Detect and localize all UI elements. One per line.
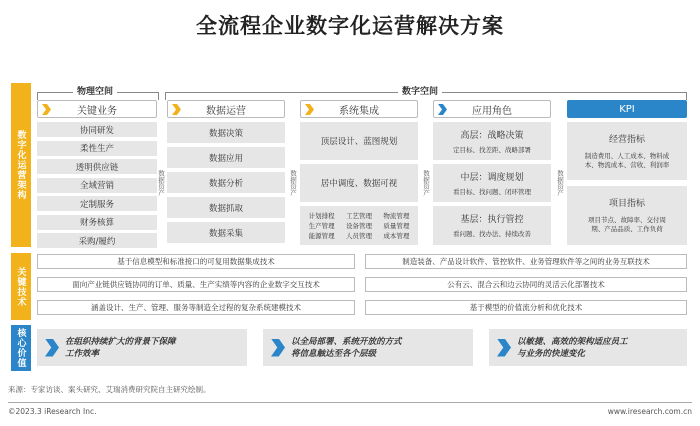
copyright: ©2023.3 iResearch Inc. bbox=[8, 407, 97, 416]
chevron-right-icon bbox=[172, 104, 181, 115]
app-role-senior bbox=[433, 122, 551, 160]
core-value-line: 以敏捷、高效的架构适应员工 bbox=[517, 336, 628, 347]
core-value-item bbox=[37, 329, 247, 366]
system-integration-modules bbox=[300, 206, 418, 245]
module-label: 质量管理 bbox=[383, 221, 410, 230]
column-header-data-ops: 数据运营 bbox=[167, 100, 285, 118]
list-item: 数据分析 bbox=[167, 172, 285, 193]
connector-label: 数据资产 bbox=[422, 170, 430, 196]
list-item: 数据抓取 bbox=[167, 197, 285, 218]
core-value-line: 工作效率 bbox=[65, 348, 100, 359]
chevron-right-icon bbox=[45, 339, 59, 357]
kpi-subtitle: 项目节点、故障率、交付周 bbox=[588, 216, 666, 224]
key-tech-item: 面向产业链供应链协同的订单、质量、生产实绩等内容的企业数字交互技术 bbox=[37, 277, 355, 292]
kpi-subtitle: 期、产品品质、工作负荷 bbox=[591, 225, 663, 233]
row-label-architecture: 数字化运营架构 bbox=[11, 83, 31, 247]
app-role-middle bbox=[433, 164, 551, 202]
kpi-subtitle: 本、物流成本、营收、利润率 bbox=[584, 161, 670, 169]
role-title: 高层：战略决策 bbox=[460, 131, 524, 141]
list-item: 定制服务 bbox=[37, 196, 157, 211]
row-label-core-value: 核心价值 bbox=[11, 325, 31, 371]
chevron-right-icon bbox=[438, 104, 447, 115]
column-header-kpi: KPI bbox=[567, 100, 687, 118]
website: www.iresearch.com.cn bbox=[607, 407, 692, 416]
core-value-line: 将信息触达至各个层级 bbox=[291, 348, 377, 359]
module-label: 人员管理 bbox=[345, 232, 372, 241]
connector-label: 数据资产 bbox=[157, 170, 165, 196]
role-title: 中层：调度规划 bbox=[460, 173, 524, 183]
column-header-app-roles: 应用角色 bbox=[433, 100, 551, 118]
source-note: 来源：专家访谈、案头研究、艾瑞消费研究院自主研究绘制。 bbox=[8, 385, 211, 394]
module-label: 设备管理 bbox=[345, 221, 372, 230]
kpi-project-metrics bbox=[567, 186, 687, 245]
key-tech-item: 制造装备、产品设计软件、管控软件、业务管理软件等之间的业务互联技术 bbox=[365, 254, 687, 269]
list-item: 透明供应链 bbox=[37, 159, 157, 174]
system-integration-top: 顶层设计、蓝图规划 bbox=[300, 122, 418, 160]
core-value-line: 以全局部署、系统开放的方式 bbox=[291, 336, 402, 347]
kpi-subtitle: 制造费用、人工成本、物料成 bbox=[584, 152, 670, 160]
chevron-right-icon bbox=[305, 104, 314, 115]
list-item: 数据应用 bbox=[167, 147, 285, 168]
core-value-line: 与业务的快速变化 bbox=[517, 348, 586, 359]
role-subtitle: 看目标、找问题、闭环管理 bbox=[453, 188, 531, 196]
column-header-key-business: 关键业务 bbox=[37, 100, 157, 118]
role-title: 基层：执行管控 bbox=[460, 215, 524, 225]
key-tech-item: 公有云、混合云和边云协同的灵活云化部署技术 bbox=[365, 277, 687, 292]
app-role-frontline bbox=[433, 206, 551, 245]
row-label-key-tech: 关键技术 bbox=[11, 253, 31, 320]
module-label: 成本管理 bbox=[383, 232, 410, 241]
role-subtitle: 看问题、找办法、持续改善 bbox=[453, 230, 531, 238]
list-item: 协同研发 bbox=[37, 122, 157, 137]
module-label: 能源管理 bbox=[308, 232, 335, 241]
footer-divider bbox=[8, 402, 692, 403]
key-tech-item: 基于模型的价值流分析和优化技术 bbox=[365, 300, 687, 315]
connector-label: 数据资产 bbox=[289, 170, 297, 196]
core-value-item bbox=[489, 329, 687, 366]
system-integration-middle: 居中调度、数据可视 bbox=[300, 164, 418, 202]
module-label: 物流管理 bbox=[383, 211, 410, 220]
list-item: 采购/履约 bbox=[37, 233, 157, 248]
list-item: 柔性生产 bbox=[37, 141, 157, 156]
kpi-title: 项目指标 bbox=[608, 199, 645, 209]
chevron-right-icon bbox=[271, 339, 285, 357]
kpi-business-metrics bbox=[567, 122, 687, 180]
kpi-title: 经营指标 bbox=[608, 135, 645, 145]
module-label: 工艺管理 bbox=[345, 211, 372, 220]
core-value-item bbox=[263, 329, 473, 366]
key-tech-item: 基于信息模型和标准接口的可复用数据集成技术 bbox=[37, 254, 355, 269]
module-label: 生产管理 bbox=[308, 221, 335, 230]
role-subtitle: 定目标、找差距、战略部署 bbox=[453, 146, 531, 154]
module-label: 计划排程 bbox=[308, 211, 335, 220]
key-tech-item: 涵盖设计、生产、管理、服务等制造全过程的复杂系统建模技术 bbox=[37, 300, 355, 315]
data-ops-list bbox=[167, 122, 285, 243]
list-item: 财务核算 bbox=[37, 215, 157, 230]
list-item: 全域营销 bbox=[37, 178, 157, 193]
chevron-right-icon bbox=[42, 104, 51, 115]
core-value-line: 在组织持续扩大的背景下保障 bbox=[65, 336, 176, 347]
chevron-right-icon bbox=[497, 339, 511, 357]
list-item: 数据决策 bbox=[167, 122, 285, 143]
list-item: 数据采集 bbox=[167, 222, 285, 243]
key-business-list bbox=[37, 122, 157, 248]
digital-space-label: 数字空间 bbox=[398, 84, 442, 97]
page-title: 全流程企业数字化运营解决方案 bbox=[196, 14, 504, 38]
physical-space-label: 物理空间 bbox=[73, 84, 117, 97]
connector-label: 数据资产 bbox=[556, 170, 564, 196]
column-header-system-integration: 系统集成 bbox=[300, 100, 418, 118]
